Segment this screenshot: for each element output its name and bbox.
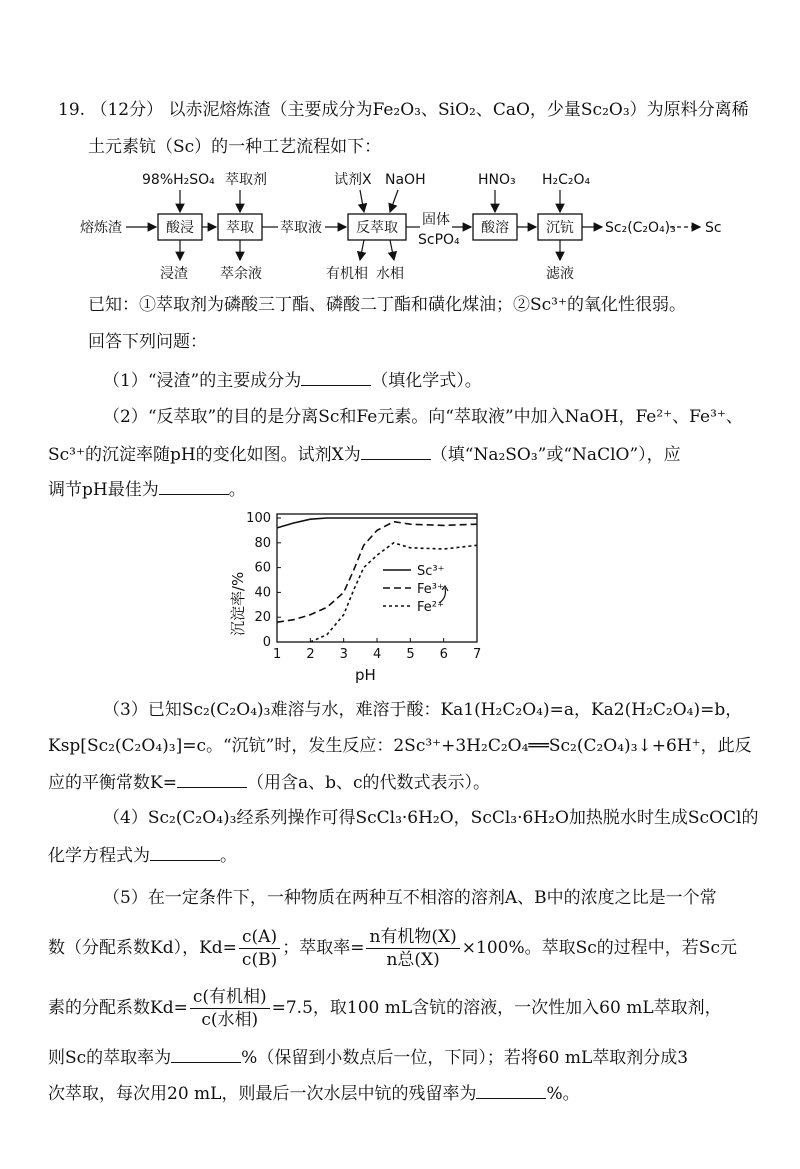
q5-blank-rate[interactable] bbox=[171, 1044, 241, 1063]
x-tick-label: 4 bbox=[373, 647, 382, 662]
node-solid: 固体 bbox=[422, 212, 450, 228]
series-line-0 bbox=[277, 518, 477, 528]
q2-line-1: （2）“反萃取”的目的是分离Sc和Fe元素。向“萃取液”中加入NaOH，Fe²⁺、Fe³⁺、 bbox=[103, 407, 743, 427]
input-h2c2o4: H₂C₂O₄ bbox=[542, 172, 591, 188]
rate-denominator: n总(X) bbox=[386, 950, 440, 970]
output-raffinate: 萃余液 bbox=[220, 266, 262, 282]
q3-line-2: Ksp[Sc₂(C₂O₄)₃]=c。“沉钪”时，发生反应：2Sc³⁺+3H₂C₂O₄══Sc₂(C₂O₄)₃↓+6H⁺，此反 bbox=[48, 736, 752, 756]
legend-label-1: Fe³⁺ bbox=[417, 582, 444, 597]
q5-line-1: （5）在一定条件下，一种物质在两种互不相溶的溶剂A、B中的浓度之比是一个常 bbox=[103, 888, 717, 908]
q5-line5-b: %。 bbox=[546, 1084, 580, 1104]
kd2-denominator: c(水相) bbox=[201, 1010, 259, 1030]
node-back-extract: 反萃取 bbox=[356, 220, 398, 236]
q5-line5-a: 次萃取，每次用20 mL，则最后一次水层中钪的残留率为 bbox=[48, 1084, 477, 1104]
q1-prefix: （1）“浸渣”的主要成分为 bbox=[103, 371, 302, 391]
question-intro-1: 以赤泥熔炼渣（主要成分为Fe₂O₃、SiO₂、CaO，少量Sc₂O₃）为原料分离稀 bbox=[168, 100, 749, 120]
node-product: Sc₂(C₂O₄)₃ bbox=[605, 220, 676, 236]
question-number: 19. bbox=[58, 100, 86, 120]
q2-line-2 bbox=[48, 441, 681, 467]
series-line-1 bbox=[277, 522, 477, 623]
q4-line-2 bbox=[48, 842, 237, 868]
q1-suffix: （填化学式）。 bbox=[371, 371, 482, 391]
x-tick-label: 2 bbox=[306, 647, 315, 662]
kd-fraction bbox=[239, 926, 280, 971]
q3-line3-prefix: 应的平衡常数K= bbox=[48, 773, 177, 793]
q3-blank[interactable] bbox=[177, 769, 247, 788]
x-tick-label: 6 bbox=[439, 647, 448, 662]
question-intro-2: 土元素钪（Sc）的一种工艺流程如下： bbox=[88, 137, 382, 157]
q5-blank-residual[interactable] bbox=[476, 1080, 546, 1099]
q5-line4-b: %（保留到小数点后一位，下同）；若将60 mL萃取剂分成3 bbox=[241, 1048, 689, 1068]
q5-line-5 bbox=[48, 1080, 580, 1106]
q5-line2-b: ；萃取率= bbox=[282, 938, 365, 958]
known-conditions: 已知：①萃取剂为磷酸三丁酯、磷酸二丁酯和磺化煤油；②Sc³⁺的氧化性很弱。 bbox=[88, 295, 686, 315]
x-tick-label: 3 bbox=[339, 647, 348, 662]
q3-line3-suffix: （用含a、b、c的代数式表示）。 bbox=[246, 773, 490, 793]
extraction-rate-fraction bbox=[366, 926, 459, 971]
output-organic: 有机相 bbox=[326, 266, 368, 282]
node-scpo4: ScPO₄ bbox=[418, 232, 460, 248]
input-extractant: 萃取剂 bbox=[225, 172, 267, 188]
q5-line3-a: 素的分配系数Kd= bbox=[48, 998, 188, 1018]
q2-line2-prefix: Sc³⁺的沉淀率随pH的变化如图。试剂X为 bbox=[48, 445, 361, 465]
legend-label-2: Fe²⁺ bbox=[417, 600, 444, 615]
y-tick-label: 100 bbox=[246, 511, 271, 526]
input-reagent-x: 试剂X bbox=[334, 172, 372, 188]
y-tick-label: 0 bbox=[262, 635, 271, 650]
q4-blank[interactable] bbox=[150, 842, 220, 861]
input-h2so4: 98%H₂SO₄ bbox=[142, 172, 215, 188]
kd2-fraction bbox=[190, 986, 270, 1031]
q2-line-3 bbox=[48, 476, 246, 502]
node-start: 熔炼渣 bbox=[80, 220, 122, 236]
y-tick-label: 60 bbox=[254, 560, 271, 576]
q1-blank[interactable] bbox=[301, 367, 371, 386]
q4-line2-prefix: 化学方程式为 bbox=[48, 846, 150, 866]
q3-line-1: （3）已知Sc₂(C₂O₄)₃难溶与水，难溶于酸：Ka1(H₂C₂O₄)=a，Ka2(H₂C₂O₄)=b， bbox=[103, 700, 743, 720]
q5-line2-a: 数（分配系数Kd），Kd= bbox=[48, 938, 237, 958]
q4-line2-suffix: 。 bbox=[220, 846, 237, 866]
y-tick-label: 20 bbox=[254, 610, 271, 626]
q4-line-1: （4）Sc₂(C₂O₄)₃经系列操作可得ScCl₃·6H₂O，ScCl₃·6H₂O加热脱水时生成ScOCl的 bbox=[103, 808, 759, 828]
node-acid-leach: 酸浸 bbox=[166, 220, 194, 236]
kd2-numerator: c(有机相) bbox=[190, 986, 270, 1009]
input-hno3: HNO₃ bbox=[478, 172, 516, 188]
legend-label-0: Sc³⁺ bbox=[417, 564, 445, 579]
x-tick-label: 1 bbox=[273, 647, 282, 662]
question-header bbox=[58, 98, 749, 122]
q3-line-3 bbox=[48, 769, 490, 795]
node-acid-dissolve: 酸溶 bbox=[481, 220, 509, 236]
y-tick-label: 80 bbox=[254, 535, 271, 551]
q2-blank-ph[interactable] bbox=[159, 476, 229, 495]
q2-line2-suffix: （填“Na₂SO₃”或“NaClO”），应 bbox=[430, 445, 681, 465]
y-tick-label: 40 bbox=[254, 585, 271, 601]
q5-line-4 bbox=[48, 1044, 688, 1070]
x-tick-label: 5 bbox=[406, 647, 415, 662]
q1-line bbox=[103, 367, 482, 393]
chart-frame bbox=[277, 514, 477, 642]
q2-line3-suffix: 。 bbox=[228, 480, 246, 500]
node-extract-liquid: 萃取液 bbox=[280, 220, 322, 236]
precipitation-chart bbox=[225, 508, 505, 683]
q5-line3-b: =7.5，取100 mL含钪的溶液，一次性加入60 mL萃取剂， bbox=[271, 998, 722, 1018]
output-residue: 浸渣 bbox=[160, 266, 188, 282]
q2-line3-prefix: 调节pH最佳为 bbox=[48, 480, 159, 500]
question-score: （12分） bbox=[90, 100, 164, 120]
kd-denominator: c(B) bbox=[241, 950, 278, 970]
q2-blank-reagent[interactable] bbox=[361, 441, 431, 460]
q5-line4-a: 则Sc的萃取率为 bbox=[48, 1048, 172, 1068]
process-flow-diagram bbox=[80, 162, 740, 284]
q5-line-2 bbox=[48, 924, 737, 972]
q5-line-3 bbox=[48, 984, 722, 1032]
chart-ylabel: 沉淀率/% bbox=[229, 571, 247, 636]
series-line-2 bbox=[310, 543, 477, 642]
kd-numerator: c(A) bbox=[239, 926, 280, 949]
rate-numerator: n有机物(X) bbox=[366, 926, 459, 949]
output-filtrate: 滤液 bbox=[546, 266, 574, 282]
x-tick-label: 7 bbox=[473, 647, 482, 662]
chart-xlabel: pH bbox=[355, 666, 376, 683]
answer-prompt: 回答下列问题： bbox=[88, 332, 207, 352]
input-naoh: NaOH bbox=[385, 172, 426, 188]
output-aqueous: 水相 bbox=[376, 266, 404, 282]
node-extract: 萃取 bbox=[226, 220, 254, 236]
q5-line2-c: ×100%。萃取Sc的过程中，若Sc元 bbox=[461, 938, 737, 958]
node-precipitate: 沉钪 bbox=[546, 220, 574, 236]
node-final: Sc bbox=[705, 220, 722, 236]
